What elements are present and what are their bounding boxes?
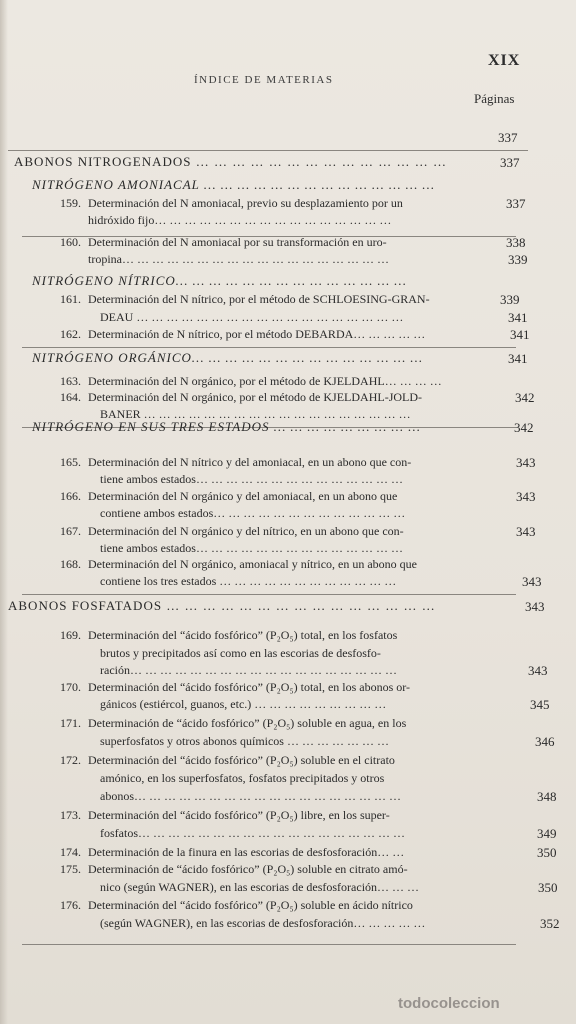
toc-entry-number: 165.: [60, 455, 81, 469]
section-divider: [22, 944, 516, 945]
toc-entry-number: 162.: [60, 327, 81, 341]
toc-entry-text: Determinación del “ácido fosfórico” (P₂O₅) libre, en los super-: [88, 808, 390, 822]
page-edge-shadow: [0, 0, 8, 1024]
toc-entry-text: BANER … … … … … … … … … … … … … … … … … …: [100, 407, 411, 421]
toc-entry-page: 343: [522, 574, 542, 589]
toc-entry-number: 168.: [60, 557, 81, 571]
toc-entry-text: (según WAGNER), en las escorias de desfosforación… … … … …: [100, 916, 426, 930]
toc-entry-page: 343: [525, 599, 545, 614]
toc-section-heading: NITRÓGENO ORGÁNICO… … … … … … … … … … … … … …: [32, 350, 423, 365]
toc-entry-number: 172.: [60, 753, 81, 767]
toc-entry-number: 169.: [60, 628, 81, 642]
toc-entry-number: 176.: [60, 898, 81, 912]
toc-entry-text: tropina… … … … … … … … … … … … … … … … … …: [88, 252, 389, 266]
toc-entry-page: 339: [508, 252, 528, 267]
toc-entry-text: superfosfatos y otros abonos químicos … … … … … … …: [100, 734, 389, 748]
toc-section-heading: NITRÓGENO EN SUS TRES ESTADOS … … … … … … … … …: [32, 419, 421, 434]
toc-entry-page: 352: [540, 916, 560, 931]
toc-entry-text: Determinación del “ácido fosfórico” (P₂O₅) soluble en ácido nítrico: [88, 898, 413, 912]
toc-entry-text: Determinación del N amoniacal, previo su desplazamiento por un: [88, 196, 403, 210]
toc-entry-text: Determinación del N orgánico, por el método de KJELDAHL-JOLD-: [88, 390, 423, 404]
toc-section-heading: NITRÓGENO NÍTRICO… … … … … … … … … … … … … …: [32, 273, 407, 288]
toc-entry-number: 159.: [60, 196, 81, 210]
toc-entry-page: 341: [508, 310, 528, 325]
section-divider: [8, 150, 528, 151]
toc-entry-text: ración… … … … … … … … … … … … … … … … … …: [100, 663, 397, 677]
pages-column-heading: Páginas: [474, 91, 515, 106]
toc-entry-page: 337: [506, 196, 526, 211]
toc-entry-number: 167.: [60, 524, 81, 538]
toc-entry-page: 343: [528, 663, 548, 678]
toc-entry-text: Determinación del “ácido fosfórico” (P₂O₅) soluble en el citrato: [88, 753, 395, 767]
toc-entry-number: 164.: [60, 390, 81, 404]
toc-section-heading: NITRÓGENO AMONIACAL … … … … … … … … … … … … … …: [32, 177, 435, 192]
toc-entry-page: 337: [500, 155, 520, 170]
toc-entry-page: 341: [510, 327, 530, 342]
watermark: todocoleccion: [398, 995, 500, 1012]
toc-entry-text: Determinación del “ácido fosfórico” (P₂O₅) total, en los fosfatos: [88, 628, 398, 642]
toc-entry-number: 173.: [60, 808, 81, 822]
toc-entry-text: Determinación del N orgánico y del amoniacal, en un abono que: [88, 489, 398, 503]
toc-entry-number: 160.: [60, 235, 81, 249]
running-header-title: ÍNDICE DE MATERIAS: [194, 74, 334, 86]
toc-entry-text: tiene ambos estados… … … … … … … … … … … … … …: [100, 472, 403, 486]
toc-entry-text: Determinación del N amoniacal por su transformación en uro-: [88, 235, 387, 249]
toc-entry-text: Determinación del N orgánico, por el método de KJELDAHL… … … …: [88, 374, 442, 388]
toc-entry-number: 175.: [60, 862, 81, 876]
toc-entry-page: 345: [530, 697, 550, 712]
toc-entry-number: 166.: [60, 489, 81, 503]
toc-entry-text: nico (según WAGNER), en las escorias de desfosforación… … …: [100, 880, 420, 894]
toc-entry-page: 338: [506, 235, 526, 250]
toc-entry-text: Determinación del N orgánico, amoniacal y nítrico, en un abono que: [88, 557, 418, 571]
toc-entry-number: 161.: [60, 292, 81, 306]
toc-entry-page: 343: [516, 455, 536, 470]
page-number: XIX: [488, 52, 521, 69]
section-divider: [22, 347, 516, 348]
toc-entry-text: brutos y precipitados así como en las escorias de desfosfo-: [100, 646, 381, 660]
toc-entry-text: Determinación de N nítrico, por el método DEBARDA… … … … …: [88, 327, 426, 341]
toc-section-heading: ABONOS FOSFATADOS … … … … … … … … … … … … … … …: [8, 598, 436, 613]
toc-entry-text: gánicos (estiércol, guanos, etc.) … … … … … … … … …: [100, 697, 387, 711]
section-divider: [22, 594, 516, 595]
toc-entry-text: Determinación del N nítrico y del amoniacal, en un abono que con-: [88, 455, 412, 469]
toc-entry-page: 350: [538, 880, 558, 895]
toc-entry-page: 350: [537, 845, 557, 860]
toc-entry-text: Determinación de “ácido fosfórico” (P₂O₅) soluble en citrato amó-: [88, 862, 408, 876]
toc-entry-text: Determinación del N nítrico, por el método de SCHLOESING-GRAN-: [88, 292, 430, 306]
toc-entry-number: 174.: [60, 845, 81, 859]
toc-entry-page: 349: [537, 826, 557, 841]
toc-entry-page: 346: [535, 734, 555, 749]
toc-entry-text: DEAU … … … … … … … … … … … … … … … … … …: [100, 310, 404, 324]
toc-entry-page: 341: [508, 351, 528, 366]
toc-entry-text: fosfatos… … … … … … … … … … … … … … … … … …: [100, 826, 405, 840]
toc-entry-page: 343: [516, 524, 536, 539]
toc-entry-page: 342: [515, 390, 535, 405]
toc-entry-text: Determinación del “ácido fosfórico” (P₂O₅) total, en los abonos or-: [88, 680, 411, 694]
toc-entry-text: Determinación de la finura en las escorias de desfosforación… …: [88, 845, 405, 859]
toc-section-heading: ABONOS NITROGENADOS … … … … … … … … … … … … … …: [14, 154, 448, 169]
toc-entry-page: 339: [500, 292, 520, 307]
toc-entry-text: tiene ambos estados… … … … … … … … … … … … … …: [100, 541, 403, 555]
toc-entry-text: amónico, en los superfosfatos, fosfatos precipitados y otros: [100, 771, 385, 785]
toc-entry-page: 337: [498, 130, 518, 145]
toc-entry-page: 342: [514, 420, 534, 435]
toc-entry-number: 163.: [60, 374, 81, 388]
toc-entry-text: hidróxido fijo… … … … … … … … … … … … … … … …: [88, 213, 392, 227]
toc-entry-page: 343: [516, 489, 536, 504]
toc-entry-text: Determinación de “ácido fosfórico” (P₂O₅) soluble en agua, en los: [88, 716, 407, 730]
toc-entry-text: Determinación del N orgánico y del nítrico, en un abono que con-: [88, 524, 404, 538]
toc-entry-text: contiene ambos estados… … … … … … … … … … … … …: [100, 506, 406, 520]
toc-entry-number: 170.: [60, 680, 81, 694]
toc-entry-text: contiene los tres estados … … … … … … … … … … … …: [100, 574, 397, 588]
toc-entry-number: 171.: [60, 716, 81, 730]
toc-entry-page: 348: [537, 789, 557, 804]
toc-entry-text: abonos… … … … … … … … … … … … … … … … … …: [100, 789, 401, 803]
